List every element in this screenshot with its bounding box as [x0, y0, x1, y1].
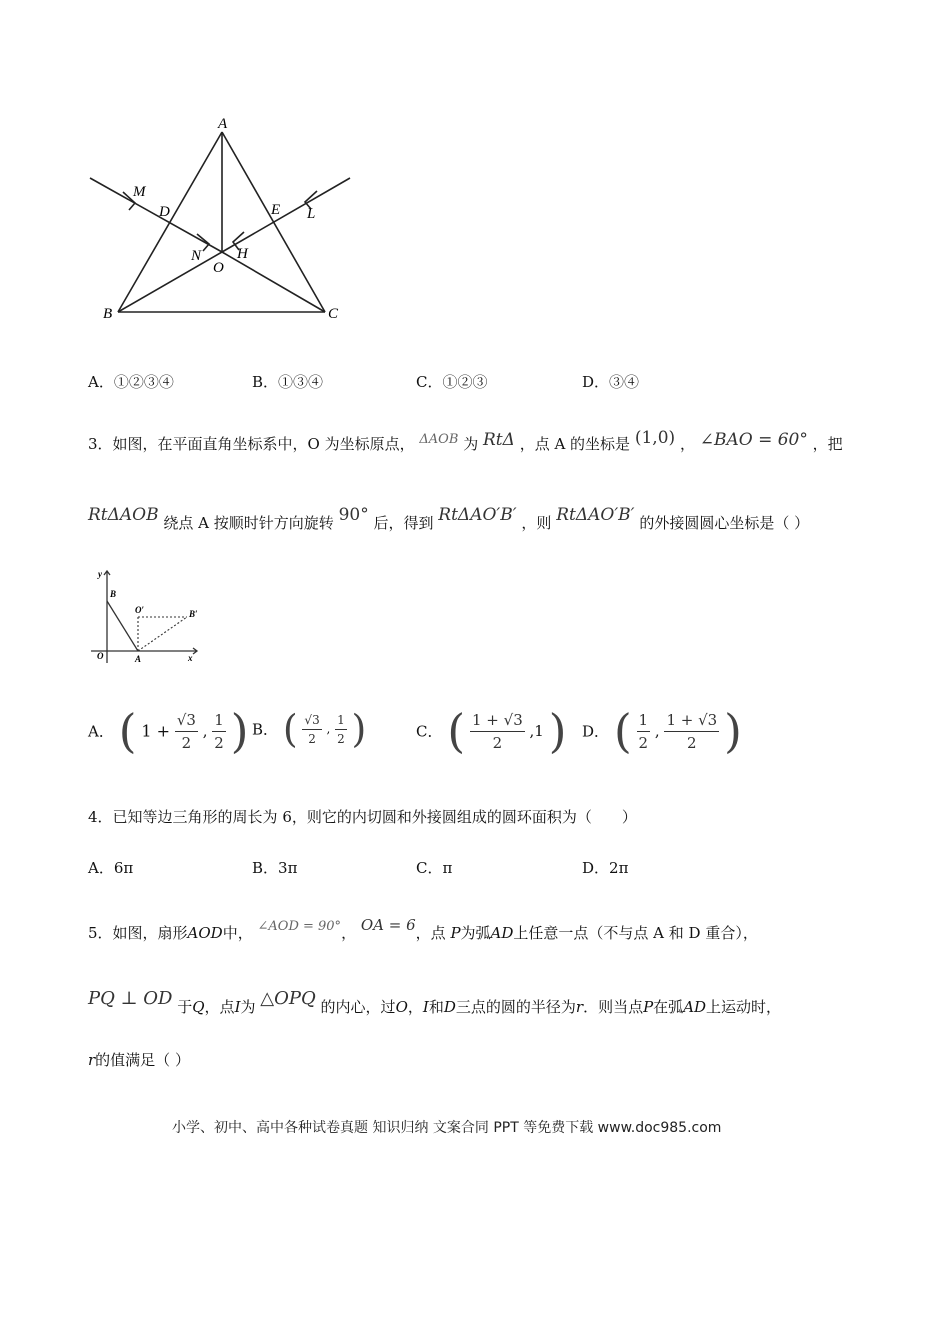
q2-option-d[interactable]: D．③④	[582, 373, 640, 391]
label-origin: O	[97, 651, 104, 661]
math-90deg: 90°	[338, 505, 369, 525]
q2-option-c[interactable]: C．①②③	[416, 373, 488, 391]
q3-option-a[interactable]: A． ( 1 + $\frac{√3}{2}$ , $\frac{1}{2}$ )	[88, 704, 249, 758]
label-C: C	[328, 306, 339, 322]
label-a: A	[135, 654, 142, 664]
label-H: H	[237, 246, 248, 262]
label-A: A	[218, 116, 228, 132]
math-triangle-opq: △OPQ	[260, 988, 316, 1009]
math-triangle-aob: ΔAOB	[419, 432, 459, 447]
label-b: B	[110, 589, 117, 599]
q3-stem-line1: 3．如图，在平面直角坐标系中，O 为坐标原点， ΔAOB 为 RtΔ ，点 A 的坐标是 (1,0) ， ∠BAO = 60° ，把	[88, 428, 843, 453]
q3-stem-line2: RtΔAOB 绕点 A 按顺时针方向旋转 90° 后，得到 RtΔAO′B′ ，则 RtΔAO′B′ 的外接圆圆心坐标是（ ）	[88, 505, 810, 532]
q4-option-d[interactable]: D．2π	[582, 859, 629, 877]
math-pq-perp-od: PQ ⊥ OD	[88, 988, 173, 1009]
math-angle-aod: ∠AOD = 90°	[257, 919, 342, 934]
math-rt-triangle: RtΔ	[482, 430, 515, 450]
label-L: L	[307, 206, 316, 222]
q5-stem-line1: 5．如图，扇形AOD中， ∠AOD = 90°， OA = 6，点 P为弧AD上任意一点（不与点 A 和 D 重合），	[88, 916, 758, 942]
math-rt-aob-prime-2: RtΔAO′B′	[556, 505, 635, 525]
label-O: O	[213, 260, 224, 276]
coordinate-figure	[85, 565, 205, 665]
q4-option-a[interactable]: A．6π	[88, 859, 134, 877]
label-M: M	[133, 184, 146, 200]
math-rt-aob: RtΔAOB	[88, 505, 159, 525]
math-rt-aob-prime: RtΔAO′B′	[438, 505, 517, 525]
label-b-prime: B′	[189, 609, 198, 619]
q3-option-b[interactable]: B． ( $\frac{√3}{2}$ , $\frac{1}{2}$ )	[252, 707, 367, 751]
math-point-a: (1,0)	[634, 428, 676, 448]
q3-option-d[interactable]: D． ( $\frac{1}{2}$ , $\frac{1 + √3}{2}$ )	[582, 704, 742, 758]
q5-stem-line3: r的值满足（ ）	[88, 1051, 190, 1069]
label-E: E	[271, 202, 281, 218]
triangle-figure	[85, 110, 365, 325]
label-D: D	[159, 204, 170, 220]
q4-option-b[interactable]: B．3π	[252, 859, 298, 877]
math-angle-bao: ∠BAO = 60°	[699, 430, 808, 450]
label-B: B	[103, 306, 113, 322]
label-o-prime: O′	[135, 605, 145, 615]
axis-label-x: x	[188, 653, 193, 663]
q4-option-c[interactable]: C．π	[416, 859, 453, 877]
label-N: N	[191, 248, 202, 264]
q4-stem: 4．已知等边三角形的周长为 6，则它的内切圆和外接圆组成的圆环面积为（ ）	[88, 808, 637, 826]
q5-stem-line2: PQ ⊥ OD 于Q，点I为 △OPQ 的内心，过O，I和D三点的圆的半径为r．则当点P在弧AD上运动时，	[88, 988, 782, 1016]
q2-option-a[interactable]: A．①②③④	[88, 373, 174, 391]
axis-label-y: y	[98, 569, 102, 579]
math-oa-6: OA = 6	[360, 916, 416, 934]
page-footer: 小学、初中、高中各种试卷真题 知识归纳 文案合同 PPT 等免费下载 www.doc985.com	[172, 1120, 722, 1136]
q2-option-b[interactable]: B．①③④	[252, 373, 324, 391]
q3-option-c[interactable]: C． ( $\frac{1 + √3}{2}$ ,1 )	[416, 704, 567, 758]
